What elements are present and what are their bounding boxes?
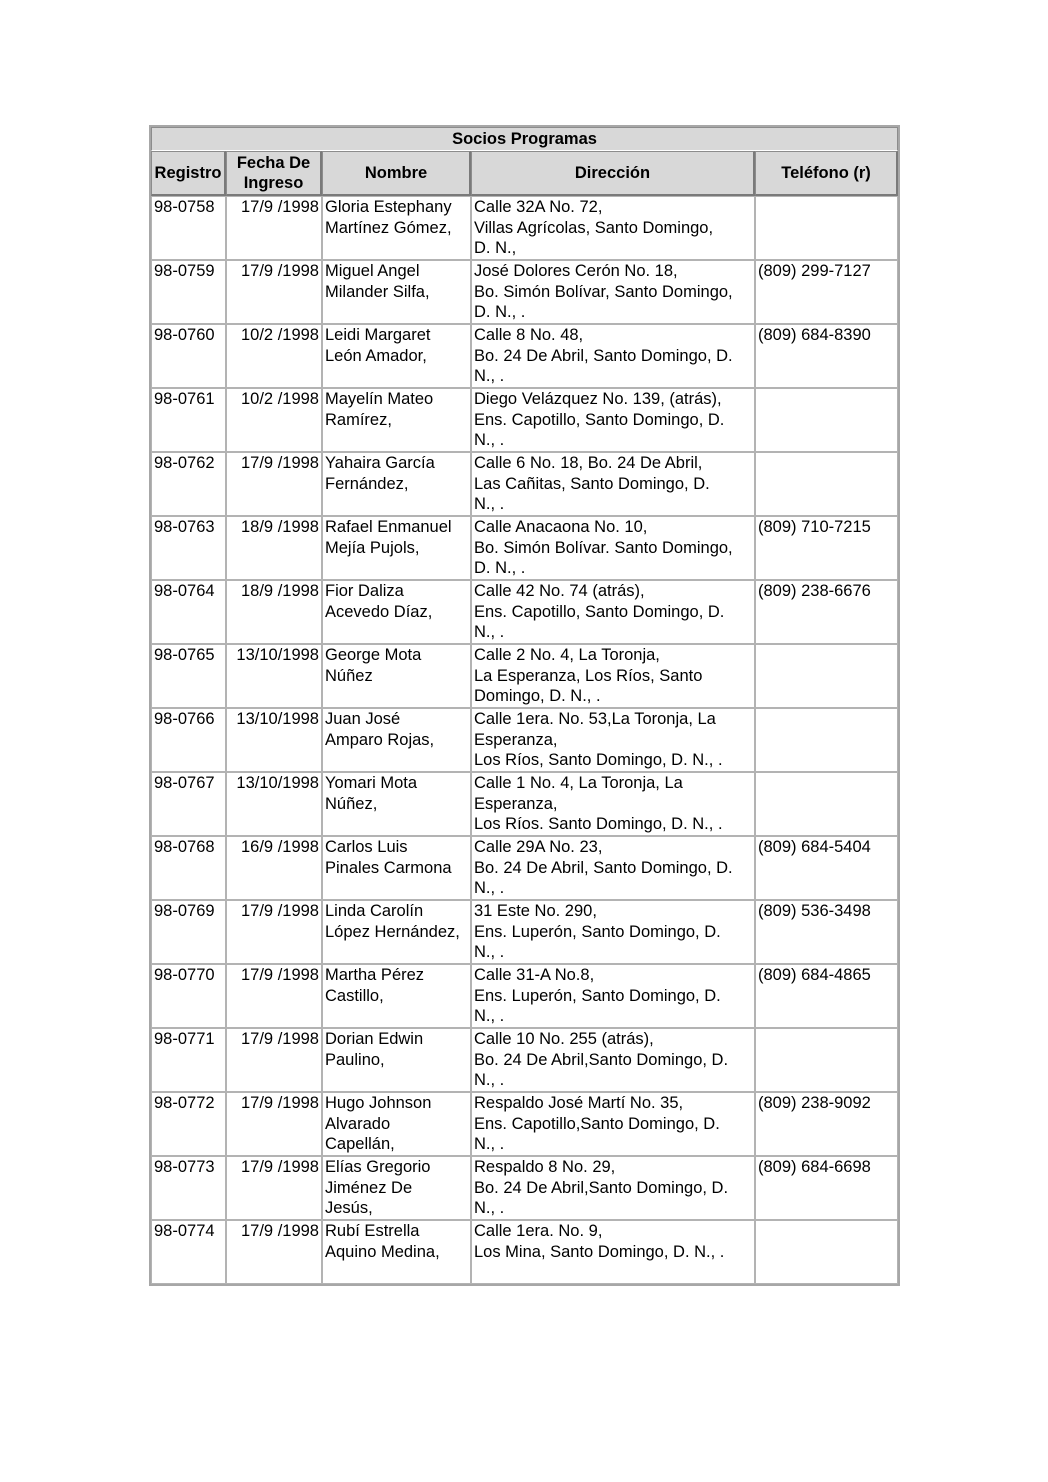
cell-telefono: (809) 684-5404 [755, 836, 898, 900]
direccion-line: Calle 31-A No.8, [474, 966, 595, 984]
cell-direccion [471, 580, 755, 644]
cell-registro: 98-0765 [151, 644, 226, 708]
cell-fecha: 17/9 /1998 [226, 1092, 322, 1156]
nombre-line: Martha Pérez [325, 966, 425, 984]
cell-nombre [322, 1092, 471, 1156]
cell-fecha: 17/9 /1998 [226, 196, 322, 260]
cell-nombre [322, 388, 471, 452]
nombre-line: Alvarado [325, 1114, 391, 1133]
cell-nombre [322, 836, 471, 900]
cell-telefono: (809) 684-4865 [755, 964, 898, 1028]
nombre-line: Núñez [325, 666, 373, 685]
nombre-line: Núñez, [325, 794, 378, 813]
nombre-line: Leidi Margaret [325, 326, 431, 344]
cell-nombre [322, 452, 471, 516]
cell-direccion [471, 516, 755, 580]
table-row [151, 900, 898, 964]
cell-direccion [471, 196, 755, 260]
cell-telefono [755, 708, 898, 772]
cell-nombre [322, 1220, 471, 1284]
direccion-line: N., . [474, 943, 505, 961]
cell-direccion [471, 1156, 755, 1220]
cell-registro: 98-0774 [151, 1220, 226, 1284]
direccion-line: Calle 1 No. 4, La Toronja, La [474, 774, 683, 792]
cell-direccion [471, 836, 755, 900]
direccion-line: Los Ríos. Santo Domingo, D. N., . [474, 815, 723, 833]
table-row [151, 964, 898, 1028]
cell-registro: 98-0758 [151, 196, 226, 260]
nombre-line: Mayelín Mateo [325, 390, 434, 408]
cell-fecha: 17/9 /1998 [226, 260, 322, 324]
cell-telefono: (809) 238-9092 [755, 1092, 898, 1156]
cell-direccion [471, 708, 755, 772]
nombre-line: Miguel Angel [325, 262, 420, 280]
direccion-line: N., . [474, 623, 505, 641]
cell-direccion [471, 964, 755, 1028]
direccion-line: Diego Velázquez No. 139, (atrás), [474, 390, 722, 408]
cell-telefono: (809) 684-6698 [755, 1156, 898, 1220]
table-title: Socios Programas [151, 127, 898, 151]
table-row [151, 644, 898, 708]
cell-nombre [322, 708, 471, 772]
direccion-line: N., . [474, 367, 505, 385]
cell-fecha: 10/2 /1998 [226, 388, 322, 452]
table-row [151, 1156, 898, 1220]
direccion-line: Calle 1era. No. 9, [474, 1222, 603, 1240]
direccion-line: Bo. Simón Bolívar. Santo Domingo, [474, 538, 733, 557]
direccion-line: José Dolores Cerón No. 18, [474, 262, 678, 280]
direccion-line: Calle 2 No. 4, La Toronja, [474, 646, 660, 664]
table-row [151, 452, 898, 516]
cell-telefono [755, 1028, 898, 1092]
nombre-line: Ramírez, [325, 410, 392, 429]
nombre-line: George Mota [325, 646, 422, 664]
direccion-line: Ens. Luperón, Santo Domingo, D. [474, 922, 721, 941]
direccion-line: Villas Agrícolas, Santo Domingo, [474, 218, 714, 237]
table-row [151, 1092, 898, 1156]
nombre-line: Capellán, [325, 1135, 395, 1153]
cell-telefono: (809) 710-7215 [755, 516, 898, 580]
nombre-line: Mejía Pujols, [325, 538, 420, 557]
cell-fecha: 13/10/1998 [226, 644, 322, 708]
nombre-line: Martínez Gómez, [325, 218, 452, 237]
direccion-line: N., . [474, 1135, 505, 1153]
cell-nombre [322, 964, 471, 1028]
cell-fecha: 17/9 /1998 [226, 1028, 322, 1092]
header-nombre: Nombre [322, 151, 471, 196]
direccion-line: Domingo, D. N., . [474, 687, 601, 705]
cell-telefono [755, 388, 898, 452]
direccion-line: Calle 32A No. 72, [474, 198, 603, 216]
cell-nombre [322, 324, 471, 388]
cell-nombre [322, 516, 471, 580]
direccion-line: Ens. Capotillo, Santo Domingo, D. [474, 410, 725, 429]
cell-nombre [322, 1028, 471, 1092]
table-row [151, 260, 898, 324]
direccion-line: Calle 10 No. 255 (atrás), [474, 1030, 654, 1048]
cell-fecha: 18/9 /1998 [226, 516, 322, 580]
direccion-line: D. N., . [474, 559, 526, 577]
direccion-line: Calle Anacaona No. 10, [474, 518, 648, 536]
cell-direccion [471, 772, 755, 836]
cell-telefono: (809) 238-6676 [755, 580, 898, 644]
cell-telefono [755, 452, 898, 516]
direccion-line: Calle 6 No. 18, Bo. 24 De Abril, [474, 454, 703, 472]
nombre-line: Jesús, [325, 1199, 373, 1217]
cell-fecha: 16/9 /1998 [226, 836, 322, 900]
cell-nombre [322, 260, 471, 324]
direccion-line: Bo. 24 De Abril, Santo Domingo, D. [474, 346, 733, 365]
cell-fecha: 13/10/1998 [226, 772, 322, 836]
cell-fecha: 17/9 /1998 [226, 964, 322, 1028]
nombre-line: Elías Gregorio [325, 1158, 431, 1176]
cell-direccion [471, 452, 755, 516]
table-row [151, 836, 898, 900]
nombre-line: León Amador, [325, 346, 427, 365]
cell-direccion [471, 1028, 755, 1092]
cell-telefono [755, 644, 898, 708]
direccion-line: N., . [474, 879, 505, 897]
nombre-line: Jiménez De [325, 1178, 413, 1197]
cell-registro: 98-0772 [151, 1092, 226, 1156]
cell-registro: 98-0770 [151, 964, 226, 1028]
direccion-line: Ens. Capotillo,Santo Domingo, D. [474, 1114, 720, 1133]
cell-registro: 98-0764 [151, 580, 226, 644]
nombre-line: Juan José [325, 710, 401, 728]
cell-registro: 98-0771 [151, 1028, 226, 1092]
nombre-line: Amparo Rojas, [325, 730, 435, 749]
direccion-line: Respaldo José Martí No. 35, [474, 1094, 684, 1112]
direccion-line: Esperanza, [474, 730, 558, 749]
nombre-line: Castillo, [325, 986, 384, 1005]
nombre-line: López Hernández, [325, 922, 460, 941]
direccion-line: Calle 1era. No. 53,La Toronja, La [474, 710, 716, 728]
cell-nombre [322, 196, 471, 260]
direccion-line: Bo. Simón Bolívar, Santo Domingo, [474, 282, 733, 301]
cell-registro: 98-0761 [151, 388, 226, 452]
nombre-line: Linda Carolín [325, 902, 424, 920]
table-row [151, 708, 898, 772]
nombre-line: Aquino Medina, [325, 1242, 440, 1261]
cell-direccion [471, 900, 755, 964]
direccion-line: D. N., . [474, 303, 526, 321]
nombre-line: Milander Silfa, [325, 282, 430, 301]
direccion-line: N., . [474, 495, 505, 513]
table-row [151, 388, 898, 452]
header-direccion: Dirección [471, 151, 755, 196]
direccion-line: Respaldo 8 No. 29, [474, 1158, 616, 1176]
cell-fecha: 17/9 /1998 [226, 1156, 322, 1220]
cell-registro: 98-0766 [151, 708, 226, 772]
socios-table [149, 125, 900, 1286]
nombre-line: Paulino, [325, 1050, 385, 1069]
cell-registro: 98-0759 [151, 260, 226, 324]
direccion-line: N., . [474, 1007, 505, 1025]
nombre-line: Carlos Luis [325, 838, 408, 856]
cell-nombre [322, 644, 471, 708]
cell-direccion [471, 644, 755, 708]
direccion-line: Ens. Capotillo, Santo Domingo, D. [474, 602, 725, 621]
nombre-line: Acevedo Díaz, [325, 602, 433, 621]
cell-direccion [471, 324, 755, 388]
cell-nombre [322, 900, 471, 964]
socios-table-container [149, 125, 900, 1286]
cell-nombre [322, 1156, 471, 1220]
nombre-line: Pinales Carmona [325, 858, 452, 877]
table-row [151, 1220, 898, 1284]
cell-registro: 98-0773 [151, 1156, 226, 1220]
cell-telefono [755, 772, 898, 836]
direccion-line: 31 Este No. 290, [474, 902, 597, 920]
nombre-line: Hugo Johnson [325, 1094, 432, 1112]
cell-fecha: 17/9 /1998 [226, 1220, 322, 1284]
cell-nombre [322, 772, 471, 836]
cell-nombre [322, 580, 471, 644]
direccion-line: Ens. Luperón, Santo Domingo, D. [474, 986, 721, 1005]
table-body [151, 196, 898, 1284]
cell-direccion [471, 1220, 755, 1284]
direccion-line: N., . [474, 1199, 505, 1217]
direccion-line: Esperanza, [474, 794, 558, 813]
table-row [151, 516, 898, 580]
cell-direccion [471, 1092, 755, 1156]
nombre-line: Fior Daliza [325, 582, 404, 600]
direccion-line: Los Ríos, Santo Domingo, D. N., . [474, 751, 723, 769]
header-telefono: Teléfono (r) [755, 151, 898, 196]
cell-telefono: (809) 684-8390 [755, 324, 898, 388]
cell-registro: 98-0769 [151, 900, 226, 964]
direccion-line: Bo. 24 De Abril,Santo Domingo, D. [474, 1178, 729, 1197]
direccion-line: Bo. 24 De Abril, Santo Domingo, D. [474, 858, 733, 877]
nombre-line: Fernández, [325, 474, 409, 493]
nombre-line: Yomari Mota [325, 774, 418, 792]
nombre-line: Yahaira García [325, 454, 435, 472]
cell-fecha: 10/2 /1998 [226, 324, 322, 388]
direccion-line: Calle 42 No. 74 (atrás), [474, 582, 645, 600]
cell-fecha: 18/9 /1998 [226, 580, 322, 644]
cell-fecha: 17/9 /1998 [226, 452, 322, 516]
table-row [151, 324, 898, 388]
direccion-line: Calle 8 No. 48, [474, 326, 584, 344]
cell-telefono: (809) 299-7127 [755, 260, 898, 324]
cell-registro: 98-0767 [151, 772, 226, 836]
cell-registro: 98-0760 [151, 324, 226, 388]
nombre-line: Gloria Estephany [325, 198, 452, 216]
direccion-line: Bo. 24 De Abril,Santo Domingo, D. [474, 1050, 729, 1069]
cell-registro: 98-0768 [151, 836, 226, 900]
nombre-line: Rafael Enmanuel [325, 518, 452, 536]
cell-fecha: 13/10/1998 [226, 708, 322, 772]
direccion-line: Calle 29A No. 23, [474, 838, 603, 856]
direccion-line: Las Cañitas, Santo Domingo, D. [474, 474, 710, 493]
direccion-line: N., . [474, 1071, 505, 1089]
table-row [151, 196, 898, 260]
header-registro: Registro [151, 151, 226, 196]
nombre-line: Rubí Estrella [325, 1222, 420, 1240]
table-row [151, 580, 898, 644]
table-row [151, 772, 898, 836]
cell-telefono [755, 196, 898, 260]
cell-direccion [471, 388, 755, 452]
cell-telefono: (809) 536-3498 [755, 900, 898, 964]
cell-registro: 98-0762 [151, 452, 226, 516]
direccion-line: La Esperanza, Los Ríos, Santo [474, 666, 703, 685]
direccion-line: D. N., [474, 239, 517, 257]
cell-telefono [755, 1220, 898, 1284]
cell-registro: 98-0763 [151, 516, 226, 580]
nombre-line: Dorian Edwin [325, 1030, 424, 1048]
direccion-line: Los Mina, Santo Domingo, D. N., . [474, 1242, 725, 1261]
cell-fecha: 17/9 /1998 [226, 900, 322, 964]
table-row [151, 1028, 898, 1092]
cell-direccion [471, 260, 755, 324]
header-fecha-de-ingreso: Fecha De Ingreso [226, 151, 322, 196]
direccion-line: N., . [474, 431, 505, 449]
